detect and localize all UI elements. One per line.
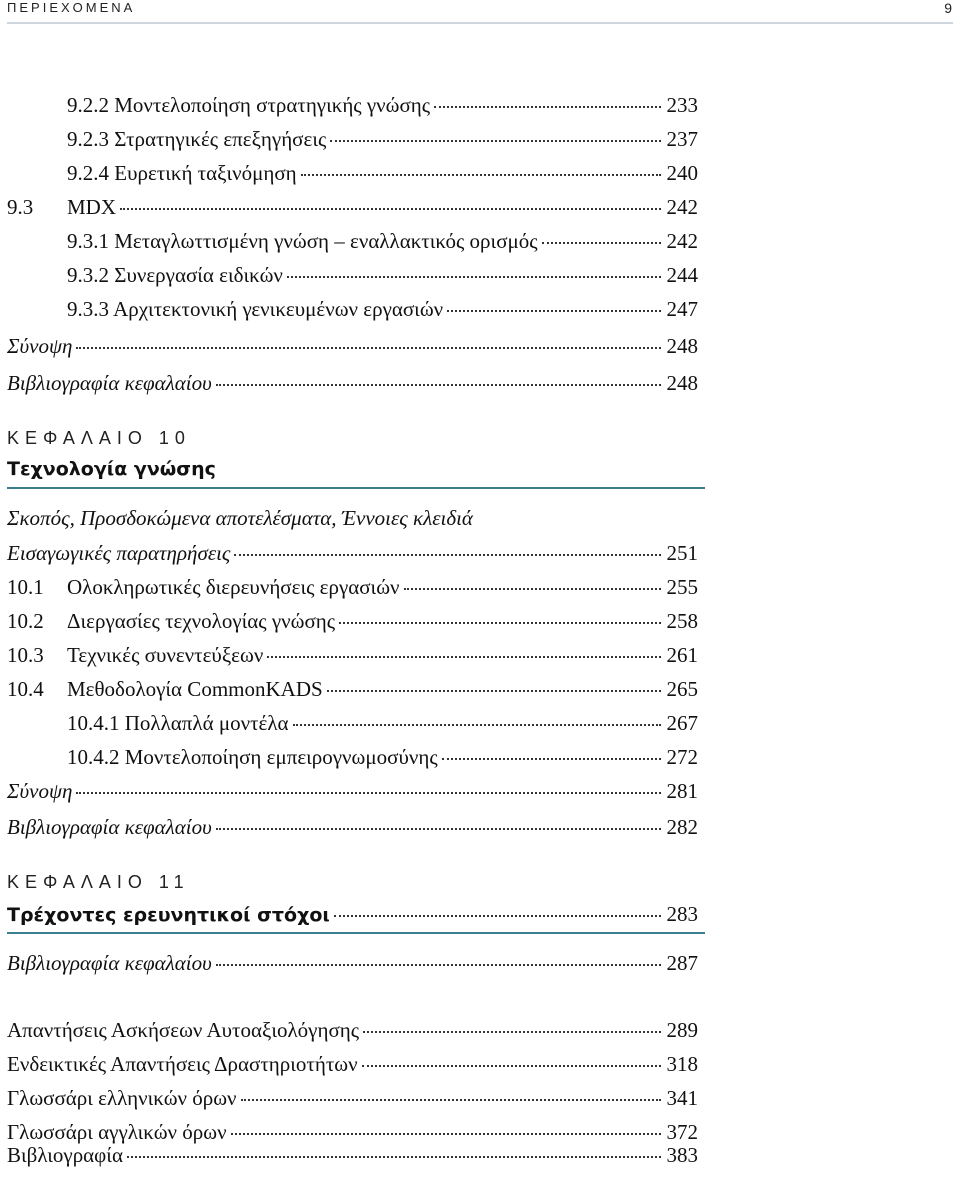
toc-entry-title: 9.2.4 Ευρετική ταξινόμηση <box>67 161 297 185</box>
chapter-title[interactable]: Τεχνολογία γνώσης <box>7 458 216 480</box>
chapter-rule <box>7 932 705 934</box>
toc-entry-title: 9.3.2 Συνεργασία ειδικών <box>67 263 283 287</box>
toc-entry[interactable] <box>7 638 698 672</box>
toc-entry-back-matter[interactable] <box>7 1138 698 1172</box>
toc-entry[interactable] <box>7 604 698 638</box>
leader-dots <box>287 276 661 278</box>
leader-dots <box>241 1099 661 1101</box>
leader-dots <box>120 208 660 210</box>
leader-dots <box>442 758 661 760</box>
chapter-title-entry[interactable] <box>7 897 698 931</box>
leader-dots <box>542 242 661 244</box>
leader-dots <box>216 384 661 386</box>
toc-entry[interactable] <box>67 292 698 326</box>
leader-dots <box>447 310 660 312</box>
toc-entry[interactable] <box>67 258 698 292</box>
toc-entry-title: Γλωσσάρι αγγλικών όρων <box>7 1120 227 1144</box>
toc-entry[interactable] <box>67 88 698 122</box>
leader-dots <box>76 792 660 794</box>
toc-entry-title: Μεθοδολογία CommonKADS <box>67 677 323 701</box>
toc-entry-page: 251 <box>666 541 698 565</box>
toc-entry-page: 244 <box>666 263 698 287</box>
header-rule <box>7 22 953 24</box>
toc-entry[interactable] <box>67 706 698 740</box>
toc-entry[interactable] <box>67 122 698 156</box>
toc-entry-page: 272 <box>666 745 698 769</box>
toc-entry-title: MDX <box>67 195 117 219</box>
toc-entry-title: Απαντήσεις Ασκήσεων Αυτοαξιολόγησης <box>7 1018 360 1042</box>
toc-entry-page: 255 <box>666 575 698 599</box>
toc-entry-page: 287 <box>666 951 698 975</box>
toc-entry-page: 242 <box>666 195 698 219</box>
toc-entry-title: 10.4.2 Μοντελοποίηση εμπειρογνωμοσύνης <box>67 745 438 769</box>
chapter-rule <box>7 487 705 489</box>
toc-entry-title: Σύνοψη <box>7 779 73 803</box>
toc-entry-title: 9.2.3 Στρατηγικές επεξηγήσεις <box>67 127 327 151</box>
toc-entry-title: 9.3.1 Μεταγλωττισμένη γνώση – εναλλακτικός ορισμός <box>67 229 538 253</box>
toc-entry-page: 281 <box>666 779 698 803</box>
toc-entry-page: 283 <box>666 902 698 926</box>
chapter-label: ΚΕΦΑΛΑΙΟ 10 <box>7 428 191 448</box>
toc-entry-title: Βιβλιογραφία <box>7 1143 123 1167</box>
leader-dots <box>362 1065 661 1067</box>
toc-entry-page: 261 <box>666 643 698 667</box>
toc-entry-back-matter[interactable] <box>7 1013 698 1047</box>
toc-entry-back-matter[interactable] <box>7 1081 698 1115</box>
toc-entry-page: 240 <box>666 161 698 185</box>
toc-entry-title: 9.2.2 Μοντελοποίηση στρατηγικής γνώσης <box>67 93 431 117</box>
leader-dots <box>339 622 660 624</box>
toc-entry-number: 10.1 <box>7 575 44 599</box>
toc-entry-page: 237 <box>666 127 698 151</box>
leader-dots <box>334 915 661 917</box>
toc-entry-page: 248 <box>666 371 698 395</box>
toc-entry-number: 10.3 <box>7 643 44 667</box>
toc-entry-title: Βιβλιογραφία κεφαλαίου <box>7 815 212 839</box>
toc-entry[interactable] <box>67 224 698 258</box>
toc-entry[interactable] <box>7 672 698 706</box>
toc-entry-bibliography[interactable] <box>7 946 698 980</box>
leader-dots <box>363 1031 660 1033</box>
toc-entry-title: Τεχνικές συνεντεύξεων <box>67 643 264 667</box>
leader-dots <box>234 554 660 556</box>
leader-dots <box>216 828 661 830</box>
leader-dots <box>76 347 660 349</box>
toc-entry-title: Γλωσσάρι ελληνικών όρων <box>7 1086 237 1110</box>
toc-entry[interactable] <box>7 190 698 224</box>
leader-dots <box>293 724 661 726</box>
toc-entry-page: 282 <box>666 815 698 839</box>
toc-entry-page: 242 <box>666 229 698 253</box>
toc-entry-title: Βιβλιογραφία κεφαλαίου <box>7 951 212 975</box>
toc-entry-title: 9.3.3 Αρχιτεκτονική γενικευμένων εργασιών <box>67 297 444 321</box>
chapter-label: ΚΕΦΑΛΑΙΟ 11 <box>7 872 190 892</box>
toc-entry-page: 372 <box>666 1120 698 1144</box>
toc-entry[interactable] <box>7 570 698 604</box>
chapter-intro[interactable]: Σκοπός, Προσδοκώμενα αποτελέσματα, Έννοιες κλειδιά <box>7 506 473 530</box>
toc-entry-bibliography[interactable] <box>7 366 698 400</box>
toc-entry-title: Βιβλιογραφία κεφαλαίου <box>7 371 212 395</box>
toc-entry-number: 10.4 <box>7 677 44 701</box>
toc-entry-page: 248 <box>666 334 698 358</box>
toc-entry-page: 383 <box>666 1143 698 1167</box>
toc-entry-bibliography[interactable] <box>7 810 698 844</box>
toc-entry-title: 10.4.1 Πολλαπλά μοντέλα <box>67 711 289 735</box>
leader-dots <box>434 106 660 108</box>
leader-dots <box>127 1156 661 1158</box>
page-number: 9 <box>944 0 952 16</box>
leader-dots <box>267 656 660 658</box>
leader-dots <box>216 964 661 966</box>
chapter-title: Τρέχοντες ερευνητικοί στόχοι <box>7 904 330 926</box>
toc-entry-summary[interactable] <box>7 329 698 363</box>
leader-dots <box>404 588 661 590</box>
toc-entry-title: Εισαγωγικές παρατηρήσεις <box>7 541 231 565</box>
leader-dots <box>330 140 660 142</box>
leader-dots <box>327 690 661 692</box>
leader-dots <box>231 1133 661 1135</box>
toc-entry-page: 289 <box>666 1018 698 1042</box>
toc-entry-page: 341 <box>666 1086 698 1110</box>
leader-dots <box>301 174 661 176</box>
toc-entry[interactable] <box>67 740 698 774</box>
toc-entry-page: 247 <box>666 297 698 321</box>
toc-entry-title: Ενδεικτικές Απαντήσεις Δραστηριοτήτων <box>7 1052 358 1076</box>
toc-entry-page: 233 <box>666 93 698 117</box>
toc-entry-back-matter[interactable] <box>7 1047 698 1081</box>
toc-entry[interactable] <box>67 156 698 190</box>
toc-entry-page: 267 <box>666 711 698 735</box>
toc-entry[interactable] <box>7 536 698 570</box>
toc-entry-number: 10.2 <box>7 609 44 633</box>
running-head <box>7 0 960 22</box>
toc-entry-page: 265 <box>666 677 698 701</box>
toc-entry-number: 9.3 <box>7 195 34 219</box>
toc-entry-summary[interactable] <box>7 774 698 808</box>
section-title: ΠΕΡΙΕΧΟΜΕΝΑ <box>7 0 136 15</box>
toc-entry-title: Διεργασίες τεχνολογίας γνώσης <box>67 609 336 633</box>
toc-entry-page: 258 <box>666 609 698 633</box>
toc-entry-page: 318 <box>666 1052 698 1076</box>
toc-entry-title: Σύνοψη <box>7 334 73 358</box>
toc-entry-title: Ολοκληρωτικές διερευνήσεις εργασιών <box>67 575 400 599</box>
